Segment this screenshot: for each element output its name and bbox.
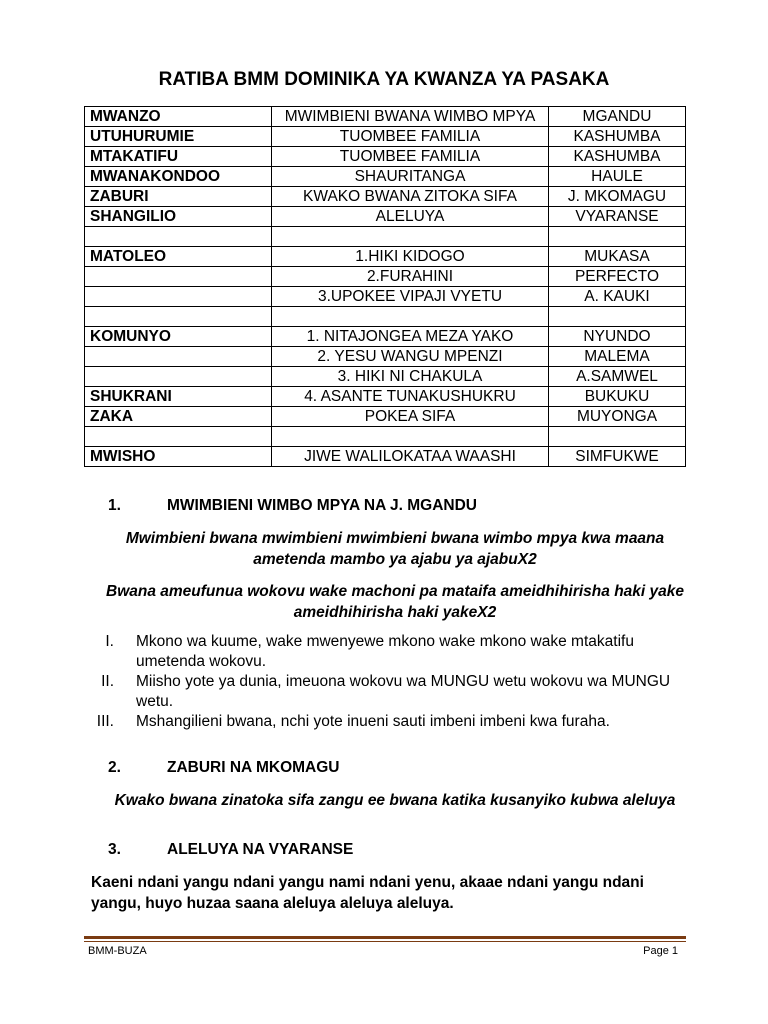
table-row (85, 327, 686, 347)
verse-text: Bwana ameufunua wokovu wake machoni pa mataifa ameidhihirisha haki yake ameidhihirisha haki yakeX2 (106, 583, 684, 621)
song-cell: ALELUYA (272, 207, 549, 227)
composer-cell: A.SAMWEL (549, 367, 686, 387)
composer-cell (549, 427, 686, 447)
song-cell: 3.UPOKEE VIPAJI VYETU (272, 287, 549, 307)
footer-rule (84, 936, 686, 939)
stanza-numeral: II. (101, 673, 114, 690)
song-cell: 1.HIKI KIDOGO (272, 247, 549, 267)
table-row (85, 207, 686, 227)
song-cell (272, 227, 549, 247)
table-row (85, 307, 686, 327)
footer-label: BMM-BUZA (88, 945, 147, 957)
composer-cell: MUKASA (549, 247, 686, 267)
section-heading-1 (108, 497, 477, 515)
section-title: MWIMBIENI WIMBO MPYA NA J. MGANDU (167, 497, 477, 514)
paragraph-text: Kaeni ndani yangu ndani yangu nami ndani yenu, akaae ndani yangu ndani yangu, huyo huzaa saana aleluya aleluya aleluya. (91, 874, 644, 912)
stanza-text: Mkono wa kuume, wake mwenyewe mkono wake mkono wake mtakatifu umetenda wokovu. (136, 633, 634, 670)
composer-cell: NYUNDO (549, 327, 686, 347)
part-cell: MWISHO (85, 447, 272, 467)
table-row (85, 147, 686, 167)
section-title: ZABURI NA MKOMAGU (167, 759, 340, 776)
composer-cell: A. KAUKI (549, 287, 686, 307)
composer-cell: PERFECTO (549, 267, 686, 287)
verse-text: Kwako bwana zinatoka sifa zangu ee bwana katika kusanyiko kubwa aleluya (114, 792, 676, 809)
table-row (85, 387, 686, 407)
section-heading-2 (108, 759, 340, 777)
table-row (85, 347, 686, 367)
song-cell (272, 307, 549, 327)
composer-cell: HAULE (549, 167, 686, 187)
composer-cell: KASHUMBA (549, 147, 686, 167)
part-cell: MTAKATIFU (85, 147, 272, 167)
part-cell (85, 347, 272, 367)
composer-cell: J. MKOMAGU (549, 187, 686, 207)
section-number: 3. (108, 841, 121, 858)
song-cell: KWAKO BWANA ZITOKA SIFA (272, 187, 549, 207)
table-row (85, 267, 686, 287)
table-row (85, 247, 686, 267)
part-cell: KOMUNYO (85, 327, 272, 347)
composer-cell (549, 307, 686, 327)
stanza-text: Mshangilieni bwana, nchi yote inueni sauti imbeni imbeni kwa furaha. (136, 713, 610, 730)
table-row (85, 407, 686, 427)
part-cell: MATOLEO (85, 247, 272, 267)
section-heading-3 (108, 841, 353, 859)
table-row (85, 367, 686, 387)
song-cell: TUOMBEE FAMILIA (272, 147, 549, 167)
footer-rule-thin (84, 941, 686, 942)
part-cell (85, 287, 272, 307)
table-row (85, 127, 686, 147)
composer-cell: VYARANSE (549, 207, 686, 227)
part-cell (85, 367, 272, 387)
table-row (85, 427, 686, 447)
part-cell (85, 267, 272, 287)
song-cell: SHAURITANGA (272, 167, 549, 187)
song-cell: 2. YESU WANGU MPENZI (272, 347, 549, 367)
composer-cell (549, 227, 686, 247)
song-cell: JIWE WALILOKATAA WAASHI (272, 447, 549, 467)
song-cell: 1. NITAJONGEA MEZA YAKO (272, 327, 549, 347)
composer-cell: MGANDU (549, 107, 686, 127)
list-item (92, 632, 672, 672)
list-item (92, 672, 672, 712)
part-cell: UTUHURUMIE (85, 127, 272, 147)
composer-cell: BUKUKU (549, 387, 686, 407)
table-row (85, 107, 686, 127)
part-cell (85, 307, 272, 327)
song-cell: MWIMBIENI BWANA WIMBO MPYA (272, 107, 549, 127)
song-cell: 3. HIKI NI CHAKULA (272, 367, 549, 387)
part-cell: ZABURI (85, 187, 272, 207)
list-item (92, 712, 672, 732)
table-row (85, 187, 686, 207)
part-cell: SHUKRANI (85, 387, 272, 407)
schedule-table (84, 106, 686, 467)
composer-cell: MUYONGA (549, 407, 686, 427)
table-row (85, 167, 686, 187)
table-row (85, 447, 686, 467)
section-title: ALELUYA NA VYARANSE (167, 841, 354, 858)
part-cell: MWANAKONDOO (85, 167, 272, 187)
stanza-numeral: I. (105, 633, 114, 650)
composer-cell: SIMFUKWE (549, 447, 686, 467)
verse-text: Mwimbieni bwana mwimbieni mwimbieni bwana wimbo mpya kwa maana ametenda mambo ya ajabu ya ajabuX2 (125, 530, 665, 568)
stanza-text: Miisho yote ya dunia, imeuona wokovu wa MUNGU wetu wokovu wa MUNGU wetu. (136, 673, 671, 710)
section-number: 1. (108, 497, 121, 514)
stanza-list (92, 632, 672, 732)
table-row (85, 227, 686, 247)
document-title: RATIBA BMM DOMINIKA YA KWANZA YA PASAKA (158, 69, 610, 90)
table-row (85, 287, 686, 307)
part-cell: SHANGILIO (85, 207, 272, 227)
song-cell: 2.FURAHINI (272, 267, 549, 287)
composer-cell: MALEMA (549, 347, 686, 367)
song-cell: 4. ASANTE TUNAKUSHUKRU (272, 387, 549, 407)
song-cell (272, 427, 549, 447)
page-number: Page 1 (643, 945, 678, 957)
song-cell: POKEA SIFA (272, 407, 549, 427)
composer-cell: KASHUMBA (549, 127, 686, 147)
part-cell: ZAKA (85, 407, 272, 427)
part-cell (85, 427, 272, 447)
song-cell: TUOMBEE FAMILIA (272, 127, 549, 147)
stanza-numeral: III. (96, 713, 114, 730)
part-cell: MWANZO (85, 107, 272, 127)
part-cell (85, 227, 272, 247)
section-number: 2. (108, 759, 121, 776)
